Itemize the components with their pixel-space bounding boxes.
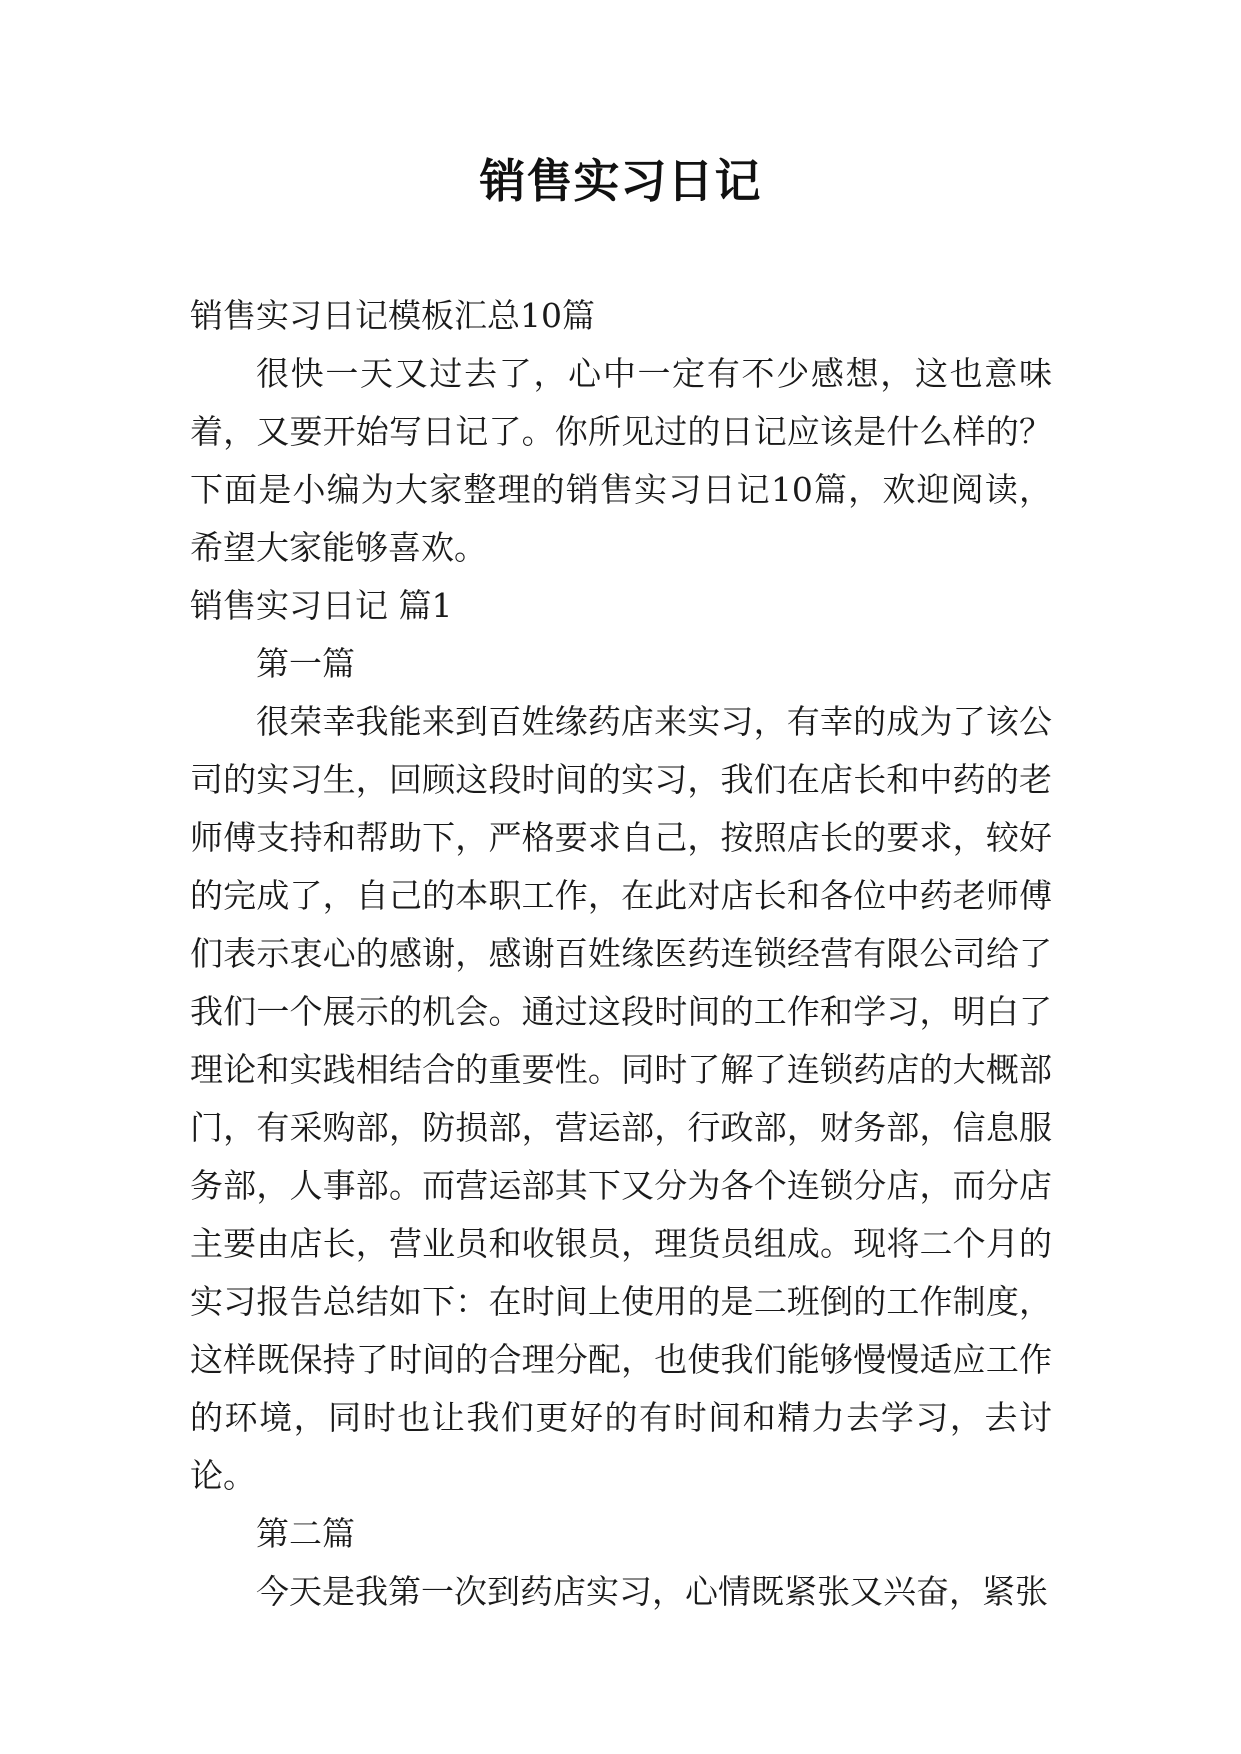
part-heading-1: 第一篇 bbox=[256, 644, 355, 683]
document-title: 销售实习日记 bbox=[479, 154, 762, 208]
part-2-paragraph: 今天是我第一次到药店实习，心情既紧张又兴奋，紧张 bbox=[256, 1572, 1048, 1611]
section-heading-1: 销售实习日记 篇1 bbox=[190, 586, 453, 625]
part-heading-2: 第二篇 bbox=[256, 1514, 355, 1553]
document-body bbox=[190, 287, 1052, 1621]
intro-paragraph: 很快一天又过去了，心中一定有不少感想，这也意味着，又要开始写日记了。你所见过的日记应该是什么样的？下面是小编为大家整理的销售实习日记10篇，欢迎阅读，希望大家能够喜欢。 bbox=[190, 354, 1052, 567]
part-1-paragraph: 很荣幸我能来到百姓缘药店来实习，有幸的成为了该公司的实习生，回顾这段时间的实习，我们在店长和中药的老师傅支持和帮助下，严格要求自己，按照店长的要求，较好的完成了，自己的本职工作，在此对店长和各位中药老师傅们表示衷心的感谢，感谢百姓缘医药连锁经营有限公司给了我们一个展示的机会。通过这段时间的工作和学习，明白了理论和实践相结合的重要性。同时了解了连锁药店的大概部门，有采购部，防损部，营运部，行政部，财务部，信息服务部，人事部。而营运部其下又分为各个连锁分店，而分店主要由店长，营业员和收银员，理货员组成。现将二个月的实习报告总结如下：在时间上使用的是二班倒的工作制度，这样既保持了时间的合理分配，也使我们能够慢慢适应工作的环境，同时也让我们更好的有时间和精力去学习，去讨论。 bbox=[190, 702, 1052, 1495]
subtitle-line: 销售实习日记模板汇总10篇 bbox=[190, 296, 595, 335]
